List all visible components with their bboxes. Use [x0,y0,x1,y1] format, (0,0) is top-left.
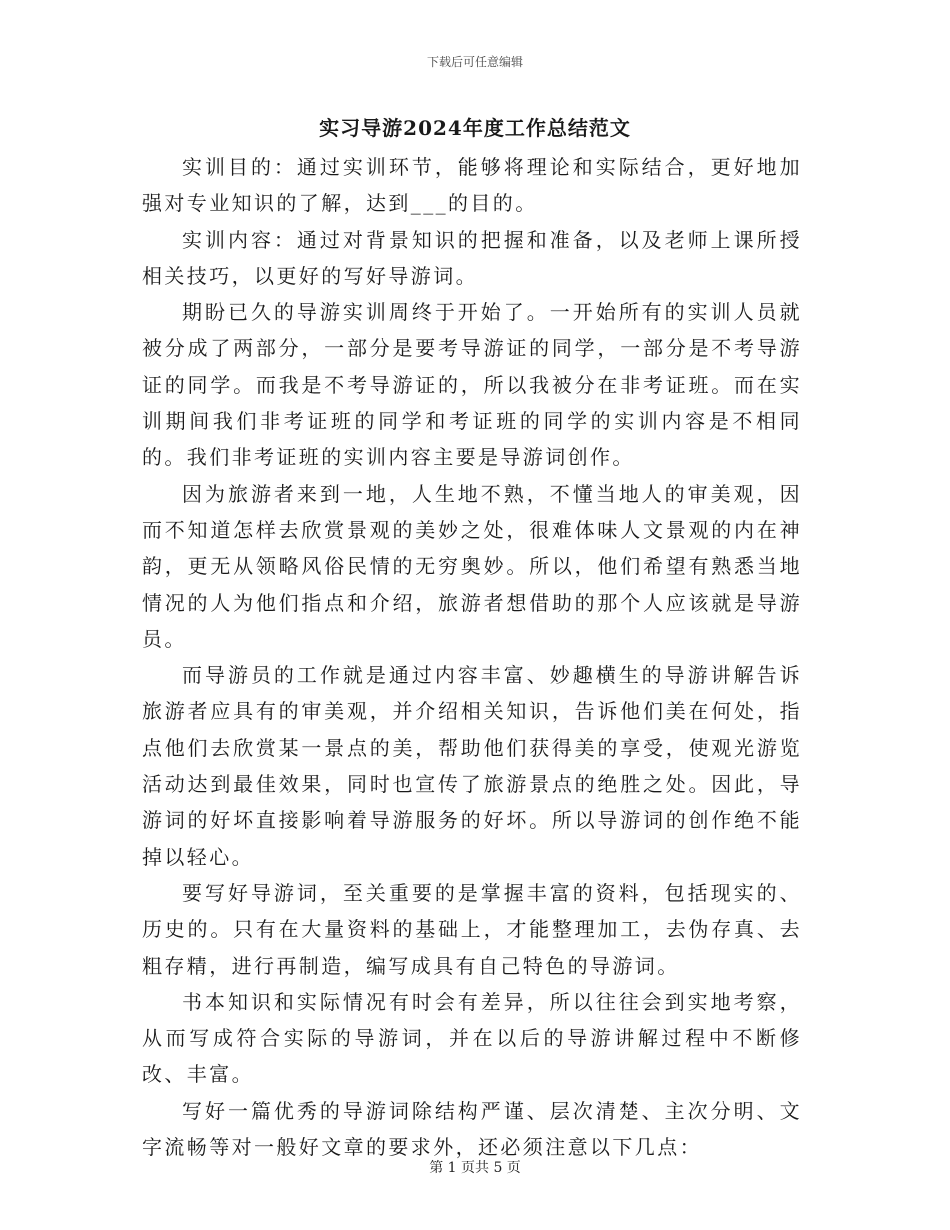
paragraph-4: 因为旅游者来到一地，人生地不熟，不懂当地人的审美观，因而不知道怎样去欣赏景观的美妙之处，很难体味人文景观的内在神韵，更无从领略风俗民情的无穷奥妙。所以，他们希望有熟悉当地情况的人为他们指点和介绍，旅游者想借助的那个人应该就是导游员。 [142,481,802,651]
document-body [142,149,802,1165]
document-title: 实习导游2024年度工作总结范文 [319,116,631,140]
paragraph-5: 而导游员的工作就是通过内容丰富、妙趣横生的导游讲解告诉旅游者应具有的审美观，并介绍相关知识，告诉他们美在何处，指点他们去欣赏某一景点的美，帮助他们获得美的享受，使观光游览活动达到最佳效果，同时也宣传了旅游景点的绝胜之处。因此，导游词的好坏直接影响着导游服务的好坏。所以导游词的创作绝不能掉以轻心。 [142,663,802,869]
page-footer: 第 1 页共 5 页 [429,1160,521,1176]
paragraph-2: 实训内容：通过对背景知识的把握和准备，以及老师上课所授相关技巧，以更好的写好导游词。 [142,227,802,288]
paragraph-7: 书本知识和实际情况有时会有差异，所以往往会到实地考察，从而写成符合实际的导游词，并在以后的导游讲解过程中不断修改、丰富。 [142,989,802,1087]
paragraph-8: 写好一篇优秀的导游词除结构严谨、层次清楚、主次分明、文字流畅等对一般好文章的要求外，还必须注意以下几点： [142,1098,802,1160]
header-note: 下载后可任意编辑 [426,55,523,69]
paragraph-6: 要写好导游词，至关重要的是掌握丰富的资料，包括现实的、历史的。只有在大量资料的基础上，才能整理加工，去伪存真、去粗存精，进行再制造，编写成具有自己特色的导游词。 [142,880,802,978]
paragraph-1: 实训目的：通过实训环节，能够将理论和实际结合，更好地加强对专业知识的了解，达到___的目的。 [142,155,802,216]
paragraph-3: 期盼已久的导游实训周终于开始了。一开始所有的实训人员就被分成了两部分，一部分是要考导游证的同学，一部分是不考导游证的同学。而我是不考导游证的，所以我被分在非考证班。而在实训期间我们非考证班的同学和考证班的同学的实训内容是不相同的。我们非考证班的实训内容主要是导游词创作。 [142,300,802,470]
